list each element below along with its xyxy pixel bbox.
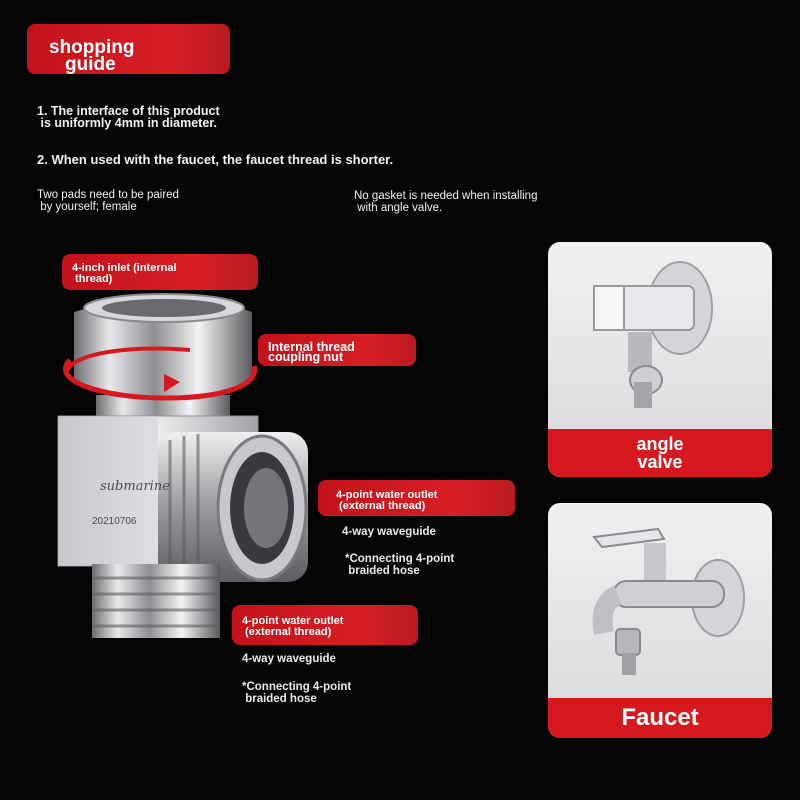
angle-valve-label-line-1: angle <box>636 434 684 454</box>
faucet-label: Faucet <box>548 698 772 738</box>
bottom-waveguide-text: 4-way waveguide <box>242 653 336 665</box>
bottom-hose-text: *Connecting 4-point braided hose <box>242 681 352 705</box>
angle-valve-card <box>548 242 772 477</box>
faucet-image <box>548 503 772 698</box>
side-waveguide-text: 4-way waveguide <box>342 526 436 538</box>
angle-valve-label-line-2: valve <box>637 452 683 472</box>
title-line-1: shopping <box>49 37 135 58</box>
note-angle-valve-gasket: No gasket is needed when installing with angle valve. <box>354 190 538 214</box>
title-line-2: guide <box>65 54 116 75</box>
note-pads: Two pads need to be paired by yourself; female <box>37 189 179 213</box>
label-coupling-nut: Internal thread coupling nut <box>258 334 416 366</box>
angle-valve-image <box>548 242 772 432</box>
label-side-outlet: 4-point water outlet (external thread) <box>318 480 515 516</box>
label-bottom-outlet: 4-point water outlet (external thread) <box>232 605 418 645</box>
side-hose-text: *Connecting 4-point braided hose <box>345 553 455 577</box>
note-faucet-thread: 2. When used with the faucet, the faucet thread is shorter. <box>37 152 394 167</box>
note-interface-diameter: 1. The interface of this product is uniformly 4mm in diameter. <box>37 104 220 130</box>
faucet-card <box>548 503 772 738</box>
shopping-guide-title <box>27 24 230 74</box>
angle-valve-label <box>548 429 772 477</box>
label-inlet: 4-inch inlet (internal thread) <box>62 254 258 290</box>
code-engraving: 20210706 <box>92 516 137 527</box>
brand-engraving: submarine <box>100 479 170 494</box>
